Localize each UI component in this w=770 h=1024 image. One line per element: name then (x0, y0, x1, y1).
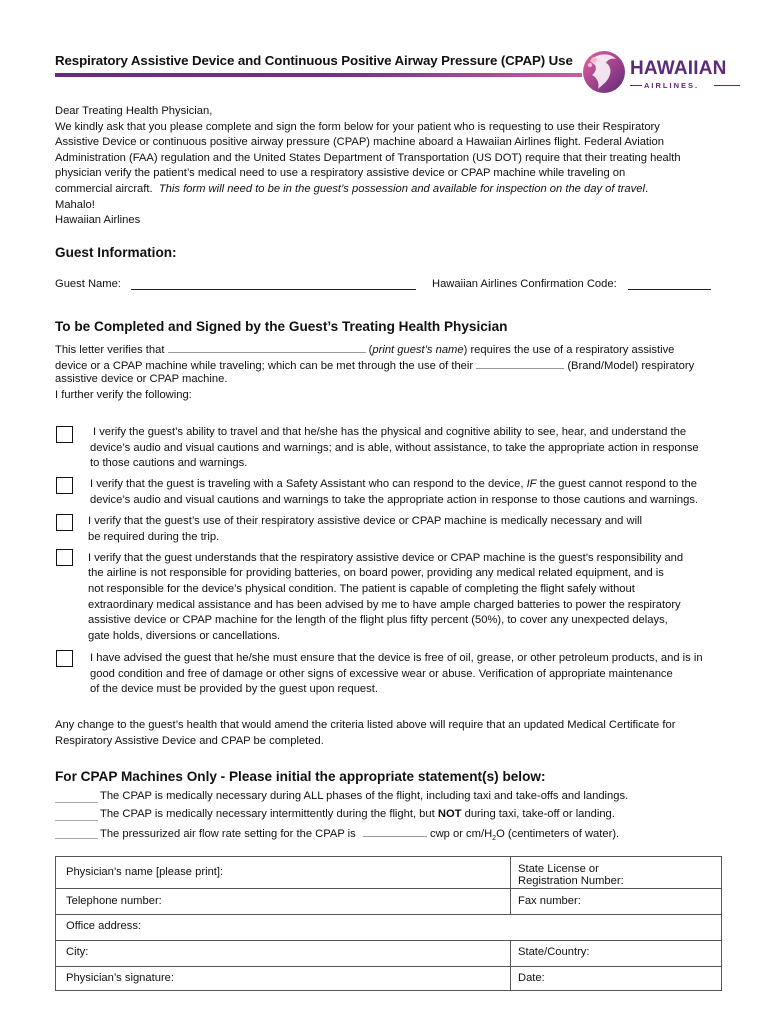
check-text-emphasis: IF (526, 478, 537, 490)
check-text-part: the guest cannot respond to the (539, 478, 697, 490)
device-text: device or a CPAP machine while traveling; which can be met through the use of their (55, 360, 474, 372)
check-text: not responsible for the device’s physical condition. The patient is capable of completing the flight safely without (88, 583, 635, 595)
initial-blank-3[interactable] (55, 838, 98, 839)
cpap-text: The pressurized air flow rate setting for the CPAP is (100, 828, 356, 840)
letter-period: . (644, 183, 649, 195)
date-field[interactable]: Date: (518, 972, 545, 984)
physician-heading: To be Completed and Signed by the Guest’s Treating Health Physician (55, 319, 508, 334)
check-text: device’s audio and visual cautions and warnings to take the appropriate action in response to those cautions and warnings. (90, 494, 699, 506)
cpap-statement-all-phases: The CPAP is medically necessary during ALL phases of the flight, including taxi and take-offs and landings. (100, 790, 629, 802)
brand-model-blank[interactable] (476, 357, 564, 369)
physician-info-table (55, 856, 722, 991)
guest-name-field[interactable] (131, 289, 416, 290)
letter-closing: Mahalo! (55, 199, 95, 211)
check-text: be required during the trip. (88, 531, 220, 543)
cpap-heading: For CPAP Machines Only - Please initial the appropriate statement(s) below: (55, 769, 546, 784)
confirmation-code-label: Hawaiian Airlines Confirmation Code: (432, 278, 617, 290)
check-text: I verify that the guest understands that the respiratory assistive device or CPAP machine is the guest’s responsibility and (88, 552, 684, 564)
page-title: Respiratory Assistive Device and Continuous Positive Airway Pressure (CPAP) Use (55, 53, 573, 68)
confirmation-code-field[interactable] (628, 289, 711, 290)
logo-wordmark: HAWAIIAN (630, 58, 727, 79)
checkbox-guest-responsibility[interactable] (56, 549, 73, 566)
check-text: to those cautions and warnings. (90, 457, 248, 469)
table-divider (510, 857, 511, 915)
check-text: the airline is not responsible for providing batteries, on board power, providing any medical related equipment, and is (88, 567, 664, 579)
cpap-statement-intermittent (100, 807, 615, 823)
guest-name-label: Guest Name: (55, 278, 121, 290)
cpap-statement-flow-rate (100, 825, 619, 847)
city-field[interactable]: City: (66, 946, 89, 958)
verify-open-paren: ( (368, 344, 373, 356)
verify-line: assistive device or CPAP machine. (55, 373, 228, 385)
license-label-2: Registration Number: (518, 875, 624, 887)
physician-signature-field[interactable]: Physician’s signature: (66, 972, 174, 984)
checkbox-ability-to-travel[interactable] (56, 426, 73, 443)
initial-blank-1[interactable] (55, 802, 98, 803)
checkbox-device-condition[interactable] (56, 650, 73, 667)
table-row (56, 915, 721, 941)
check-text: I verify the guest’s ability to travel and that he/she has the physical and cognitive ability to see, hear, and understand the (93, 426, 687, 438)
salutation: Dear Treating Health Physician, (55, 105, 213, 117)
check-text: assistive device or CPAP machine for the length of the flight plus fifty percent (50%), to cover any unexpected delays, (88, 614, 668, 626)
checkbox-medically-necessary[interactable] (56, 514, 73, 531)
pualani-logo-icon (582, 49, 626, 95)
check-text: I have advised the guest that he/she must ensure that the device is free of oil, grease, or other petroleum products, and is in (90, 652, 703, 664)
print-name-hint: print guest’s name (372, 344, 464, 356)
check-text: good condition and free of damage or other signs of excessive wear or abuse. Verification of appropriate maintenance (90, 668, 673, 680)
logo-subtitle: AIRLINES. (644, 81, 700, 90)
physician-name-field[interactable]: Physician’s name [please print]: (66, 866, 224, 878)
logo-rule-right (714, 85, 740, 86)
check-text: device’s audio and visual cautions and warnings; and is able, without assistance, to take the appropriate action in response (90, 442, 699, 454)
cpap-not-emphasis: NOT (437, 808, 462, 820)
letter-line: physician verify the patient’s medical need to use a respiratory assistive device or CPAP machine while traveling on (55, 167, 626, 179)
check-text: I verify that the guest’s use of their respiratory assistive device or CPAP machine is medically necessary and will (88, 515, 643, 527)
flow-rate-blank[interactable] (363, 825, 427, 837)
title-rule (55, 73, 582, 77)
cpap-text: The CPAP is medically necessary intermittently during the flight, but (100, 808, 435, 820)
table-row (56, 941, 721, 967)
table-divider (510, 941, 511, 991)
office-address-field[interactable]: Office address: (66, 920, 142, 932)
guest-info-heading: Guest Information: (55, 245, 177, 260)
guest-name-blank[interactable] (168, 341, 366, 353)
change-notice: Respiratory Assistive Device and CPAP be completed. (55, 735, 324, 747)
state-country-field[interactable]: State/Country: (518, 946, 590, 958)
cpap-unit-cont: O (centimeters of water). (496, 828, 620, 840)
letter-text: commercial aircraft. (55, 183, 153, 195)
check-text-part: I verify that the guest is traveling with a Safety Assistant who can respond to the device, (90, 478, 524, 490)
fax-field[interactable]: Fax number: (518, 895, 581, 907)
cpap-text: during taxi, take-off or landing. (464, 808, 615, 820)
letter-line: Assistive Device or continuous positive airway pressure (CPAP) machine aboard a Hawaiian Airlines flight. Federal Aviation (55, 136, 664, 148)
license-field[interactable] (518, 863, 624, 887)
letter-italic-note: This form will need to be in the guest’s possession and available for inspection on the day of travel (158, 183, 645, 195)
license-label-1: State License or (518, 863, 599, 875)
brand-model-text: (Brand/Model) respiratory (567, 360, 695, 372)
initial-blank-2[interactable] (55, 820, 98, 821)
verify-intro: I further verify the following: (55, 389, 192, 401)
cpap-unit: cwp or cm/H (429, 828, 493, 840)
check-text: of the device must be provided by the guest upon request. (90, 683, 378, 695)
verify-text-cont: ) requires the use of a respiratory assistive (463, 344, 675, 356)
telephone-field[interactable]: Telephone number: (66, 895, 162, 907)
check-text: gate holds, diversions or cancellations. (88, 630, 281, 642)
letter-line: We kindly ask that you please complete and sign the form below for your patient who is requesting to use their Respiratory (55, 121, 660, 133)
verify-text: This letter verifies that (55, 344, 165, 356)
letter-signature: Hawaiian Airlines (55, 214, 141, 226)
cpap-unit-subscript: 2 (492, 835, 497, 843)
letter-line (55, 182, 648, 198)
change-notice: Any change to the guest’s health that would amend the criteria listed above will require that an updated Medical Certificate for (55, 719, 676, 731)
hawaiian-airlines-logo (582, 49, 747, 97)
checkbox-safety-assistant[interactable] (56, 477, 73, 494)
check-text: extraordinary medical assistance and has been advised by me to have ample charged batteries to power the respiratory (88, 599, 681, 611)
check-text (90, 477, 697, 493)
logo-rule-left (630, 85, 642, 86)
letter-line: Administration (FAA) regulation and the United States Department of Transportation (US DOT) require that their treating health (55, 152, 681, 164)
verify-line (55, 341, 674, 359)
